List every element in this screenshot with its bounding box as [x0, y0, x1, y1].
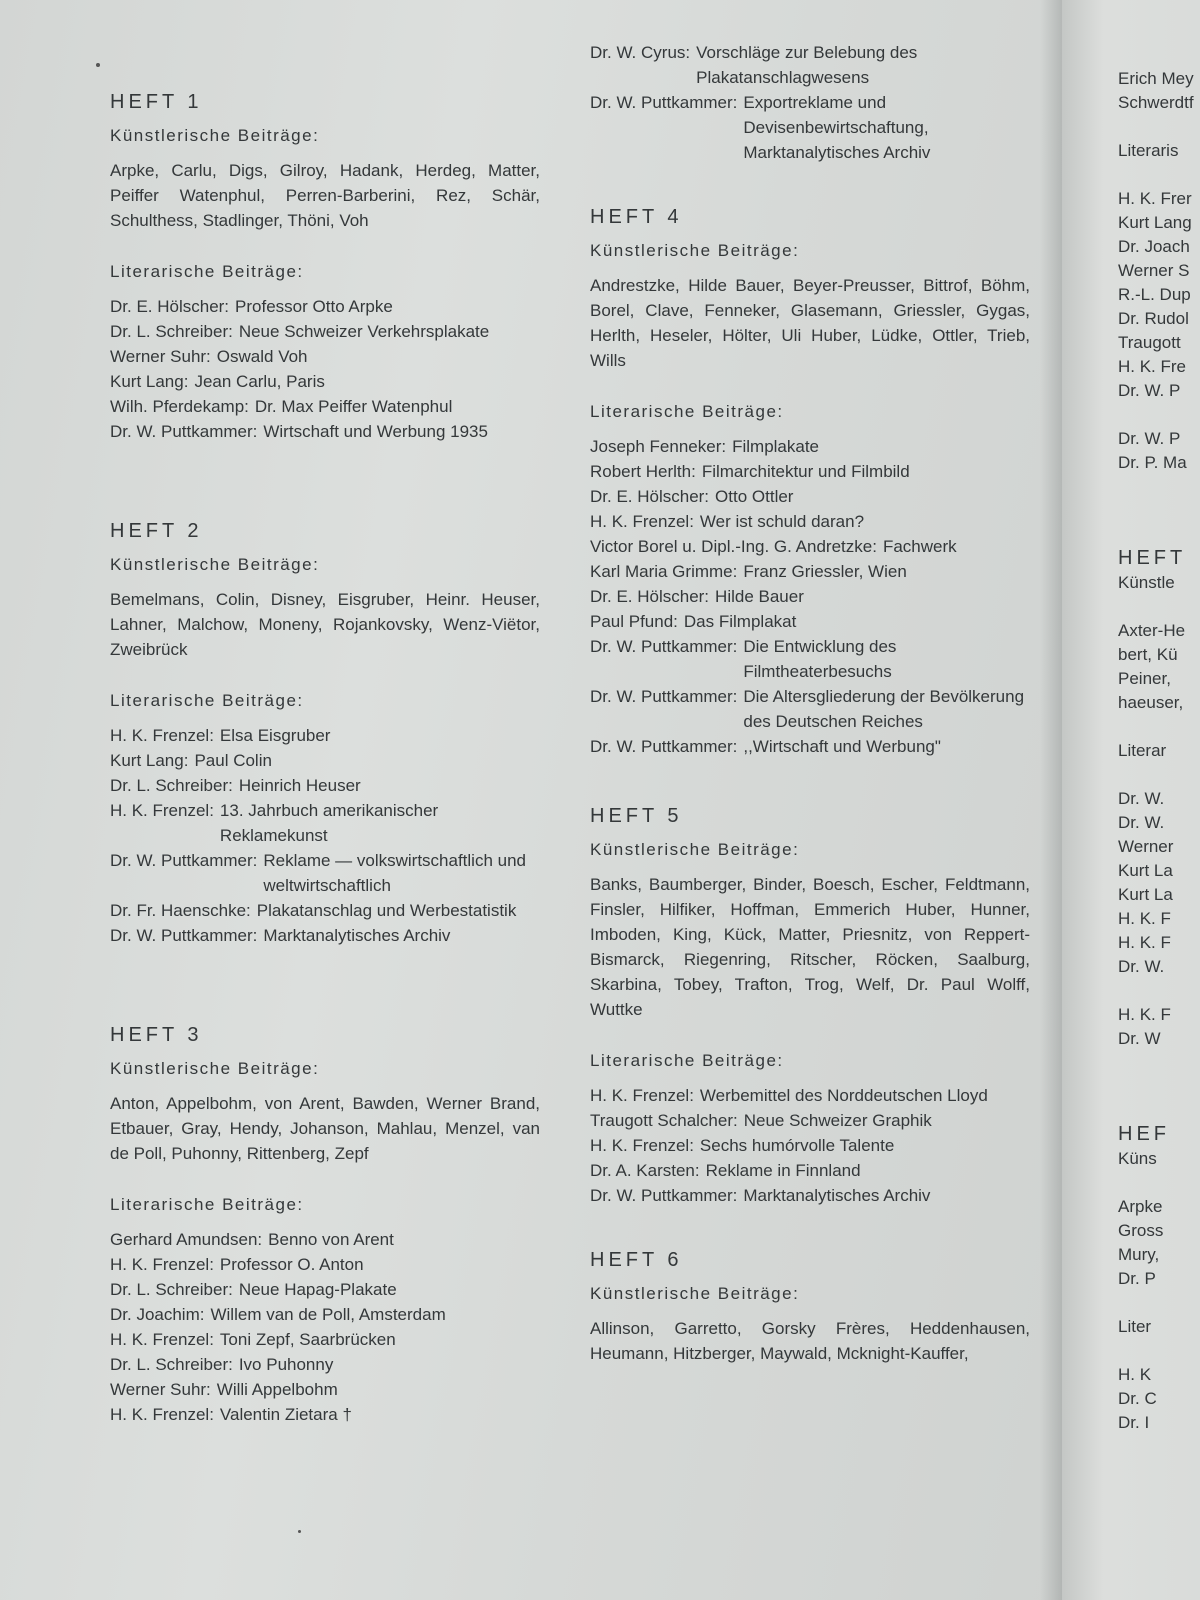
- cut-off-line: [1118, 402, 1200, 426]
- author: Dr. W. Puttkammer:: [590, 1186, 738, 1205]
- author: H. K. Frenzel:: [110, 801, 214, 820]
- heft-3-continued: [590, 40, 1030, 165]
- cut-off-line: Kurt La: [1118, 885, 1173, 904]
- cut-off-line: [1118, 522, 1200, 546]
- cut-off-line: Werner: [1118, 837, 1174, 856]
- author: H. K. Frenzel:: [590, 1086, 694, 1105]
- cut-off-line: Dr. I: [1118, 1413, 1150, 1432]
- kuenstlerische-label: Künstlerische Beiträge:: [110, 555, 320, 574]
- speck: [298, 1530, 301, 1533]
- list-item: [110, 1252, 540, 1277]
- list-item: [110, 748, 540, 773]
- title: Fachwerk: [882, 537, 957, 556]
- speck: [96, 63, 100, 67]
- kuenstlerische-names: Arpke, Carlu, Digs, Gilroy, Hadank, Herdeg, Matter, Peiffer Watenphul, Perren-Barberini, Rez, Schär, Schulthess, Stadlinger, Thöni, Voh: [110, 161, 540, 230]
- list-item: [590, 459, 1030, 484]
- cut-off-line: Dr. W.: [1118, 789, 1165, 808]
- author: H. K. Frenzel:: [590, 512, 694, 531]
- cut-off-line: Mury,: [1118, 1245, 1160, 1264]
- literarische-list: [110, 294, 540, 444]
- literarische-label: Literarische Beiträge:: [590, 402, 784, 421]
- author: Dr. A. Karsten:: [590, 1161, 700, 1180]
- kuenstlerische-label: Künstlerische Beiträge:: [590, 840, 800, 859]
- author: Dr. E. Hölscher:: [110, 297, 230, 316]
- kuenstlerische-names: Andrestzke, Hilde Bauer, Beyer-Preusser, Bittrof, Böhm, Borel, Clave, Fenneker, Glasemann, Griessler, Gygas, Herlth, Heseler, Hölter, Uli Huber, Lüdke, Ottler, Trieb, Wills: [590, 276, 1030, 370]
- author: H. K. Frenzel:: [590, 1136, 694, 1155]
- list-item: [110, 1302, 540, 1327]
- cut-off-line: Küns: [1118, 1149, 1157, 1168]
- heft-3-section: [110, 1023, 540, 1427]
- list-item: [590, 534, 1030, 559]
- title: Reklame — volkswirtschaftlich und weltwirtschaftlich: [263, 851, 527, 895]
- list-item: [590, 634, 1030, 684]
- title: Willem van de Poll, Amsterdam: [210, 1305, 446, 1324]
- cut-off-line: Künstle: [1118, 573, 1175, 592]
- title: Reklame in Finnland: [705, 1161, 861, 1180]
- list-item: [590, 584, 1030, 609]
- author: Dr. W. Puttkammer:: [110, 422, 258, 441]
- title: Vorschläge zur Belebung des Plakatanschlagwesens: [696, 43, 918, 87]
- title: ,,Wirtschaft und Werbung": [743, 737, 941, 756]
- cut-off-line: H. K. F: [1118, 909, 1171, 928]
- list-item: [590, 434, 1030, 459]
- title: Die Altersgliederung der Bevölkerung des Deutschen Reiches: [743, 687, 1025, 731]
- title: Otto Ottler: [715, 487, 794, 506]
- title: Toni Zepf, Saarbrücken: [219, 1330, 396, 1349]
- cut-off-line: Dr. P: [1118, 1269, 1156, 1288]
- title: Werbemittel des Norddeutschen Lloyd: [699, 1086, 988, 1105]
- title: Exportreklame und Devisenbewirtschaftung, Marktanalytisches Archiv: [743, 93, 931, 162]
- list-item: [110, 798, 540, 848]
- cut-off-line: Schwerdtf: [1118, 93, 1194, 112]
- literarische-label: Literarische Beiträge:: [110, 1195, 304, 1214]
- title: Das Filmplakat: [683, 612, 797, 631]
- author: Gerhard Amundsen:: [110, 1230, 263, 1249]
- kuenstlerische-names: Anton, Appelbohm, von Arent, Bawden, Werner Brand, Etbauer, Gray, Hendy, Johanson, Mahlau, Menzel, van de Poll, Puhonny, Rittenberg, Zepf: [110, 1094, 540, 1163]
- list-item: [110, 923, 540, 948]
- list-item: [110, 1327, 540, 1352]
- cut-off-line: Liter: [1118, 1317, 1152, 1336]
- literarische-list: [110, 723, 540, 948]
- author: Dr. Joachim:: [110, 1305, 205, 1324]
- kuenstlerische-names: Bemelmans, Colin, Disney, Eisgruber, Heinr. Heuser, Lahner, Malchow, Moneny, Rojankovsky, Wenz-Viëtor, Zweibrück: [110, 590, 540, 659]
- list-item: [590, 90, 1030, 165]
- heft-heading: HEFT 2: [110, 520, 203, 542]
- list-item: [110, 419, 540, 444]
- cut-off-line: [1118, 474, 1200, 498]
- title: Filmarchitektur und Filmbild: [701, 462, 910, 481]
- cut-off-line: Erich Mey: [1118, 69, 1194, 88]
- author: Werner Suhr:: [110, 347, 211, 366]
- title: Paul Colin: [194, 751, 272, 770]
- author: Dr. W. Puttkammer:: [110, 926, 258, 945]
- list-item: [110, 1277, 540, 1302]
- list-item: [110, 773, 540, 798]
- title: Filmplakate: [732, 437, 820, 456]
- heft-heading: HEFT 5: [590, 805, 683, 827]
- kuenstlerische-label: Künstlerische Beiträge:: [110, 1059, 320, 1078]
- title: Franz Griessler, Wien: [743, 562, 907, 581]
- title: Dr. Max Peiffer Watenphul: [254, 397, 453, 416]
- cut-off-line: Literaris: [1118, 141, 1179, 160]
- title: Heinrich Heuser: [238, 776, 361, 795]
- literarische-list: [110, 1227, 540, 1427]
- author: Traugott Schalcher:: [590, 1111, 738, 1130]
- title: Plakatanschlag und Werbestatistik: [256, 901, 517, 920]
- title: Hilde Bauer: [715, 587, 804, 606]
- list-item: [110, 898, 540, 923]
- cut-off-line: [1118, 1170, 1200, 1194]
- list-item: [110, 1377, 540, 1402]
- author: Dr. L. Schreiber:: [110, 1355, 233, 1374]
- cut-off-line: H. K. Frer: [1118, 189, 1192, 208]
- title: Marktanalytisches Archiv: [743, 1186, 931, 1205]
- cut-off-line: [1118, 978, 1200, 1002]
- cut-off-line: Dr. W.: [1118, 957, 1165, 976]
- list-item: [110, 1227, 540, 1252]
- cut-off-line: Gross: [1118, 1221, 1164, 1240]
- title: Sechs humórvolle Talente: [699, 1136, 895, 1155]
- author: Dr. L. Schreiber:: [110, 1280, 233, 1299]
- kuenstlerische-label: Künstlerische Beiträge:: [110, 126, 320, 145]
- list-item: [590, 559, 1030, 584]
- author: Dr. L. Schreiber:: [110, 776, 233, 795]
- cut-off-line: Traugott: [1118, 333, 1181, 352]
- title: Willi Appelbohm: [216, 1380, 338, 1399]
- list-item: [110, 294, 540, 319]
- author: Dr. L. Schreiber:: [110, 322, 233, 341]
- author: Dr. E. Hölscher:: [590, 587, 710, 606]
- cut-off-line: [1118, 594, 1200, 618]
- cut-off-line: haeuser,: [1118, 693, 1184, 712]
- title: Neue Hapag-Plakate: [238, 1280, 397, 1299]
- cut-off-line: Axter-He: [1118, 621, 1186, 640]
- heft-5-section: [590, 804, 1030, 1208]
- title: Professor O. Anton: [219, 1255, 364, 1274]
- list-item: [110, 1352, 540, 1377]
- cut-off-line: H. K: [1118, 1365, 1152, 1384]
- title: Die Entwicklung des Filmtheaterbesuchs: [743, 637, 897, 681]
- author: Karl Maria Grimme:: [590, 562, 738, 581]
- list-item: [590, 1083, 1030, 1108]
- author: H. K. Frenzel:: [110, 726, 214, 745]
- column-1: [110, 90, 540, 1497]
- heft-4-section: [590, 205, 1030, 759]
- author: Kurt Lang:: [110, 372, 189, 391]
- kuenstlerische-label: Künstlerische Beiträge:: [590, 1284, 800, 1303]
- cut-off-line: [1118, 114, 1200, 138]
- cut-off-line: H. K. F: [1118, 933, 1171, 952]
- cut-off-line: Literar: [1118, 741, 1167, 760]
- literarische-list: [590, 40, 1030, 165]
- cut-off-line: H. K. F: [1118, 1005, 1171, 1024]
- author: Joseph Fenneker:: [590, 437, 727, 456]
- author: Dr. W. Puttkammer:: [590, 93, 738, 112]
- cut-off-line: [1118, 162, 1200, 186]
- cut-off-line: [1118, 1338, 1200, 1362]
- cut-off-line: Dr. W. P: [1118, 429, 1181, 448]
- cut-off-line: Dr. P. Ma: [1118, 453, 1187, 472]
- cut-off-line: bert, Kü: [1118, 645, 1178, 664]
- title: Neue Schweizer Verkehrsplakate: [238, 322, 490, 341]
- cut-off-line: [1118, 1074, 1200, 1098]
- heft-heading: HEFT 6: [590, 1249, 683, 1271]
- title: Professor Otto Arpke: [235, 297, 393, 316]
- author: Dr. E. Hölscher:: [590, 487, 710, 506]
- cut-off-line: HEF: [1118, 1123, 1170, 1145]
- cut-off-line: [1118, 714, 1200, 738]
- list-item: [590, 1158, 1030, 1183]
- list-item: [590, 509, 1030, 534]
- author: Dr. Fr. Haenschke:: [110, 901, 251, 920]
- title: Oswald Voh: [216, 347, 308, 366]
- author: H. K. Frenzel:: [110, 1255, 214, 1274]
- list-item: [110, 1402, 540, 1427]
- cut-off-line: Kurt La: [1118, 861, 1173, 880]
- cut-off-line: Werner S: [1118, 261, 1190, 280]
- title: Jean Carlu, Paris: [194, 372, 325, 391]
- author: H. K. Frenzel:: [110, 1405, 214, 1424]
- list-item: [590, 684, 1030, 734]
- author: Dr. W. Cyrus:: [590, 43, 691, 62]
- list-item: [590, 40, 1030, 90]
- kuenstlerische-label: Künstlerische Beiträge:: [590, 241, 800, 260]
- author: H. K. Frenzel:: [110, 1330, 214, 1349]
- cut-off-line: Dr. W: [1118, 1029, 1161, 1048]
- title: Neue Schweizer Graphik: [743, 1111, 932, 1130]
- cut-off-line: H. K. Fre: [1118, 357, 1187, 376]
- heft-2-section: [110, 519, 540, 948]
- column-3-cut-off: [1118, 66, 1200, 1434]
- cut-off-line: Dr. W.: [1118, 813, 1165, 832]
- list-item: [110, 369, 540, 394]
- title: Elsa Eisgruber: [219, 726, 331, 745]
- cut-off-line: [1118, 1290, 1200, 1314]
- author: Wilh. Pferdekamp:: [110, 397, 249, 416]
- cut-off-line: Arpke: [1118, 1197, 1163, 1216]
- cut-off-line: [1118, 762, 1200, 786]
- literarische-list: [590, 434, 1030, 759]
- list-item: [590, 1108, 1030, 1133]
- author: Robert Herlth:: [590, 462, 696, 481]
- cut-off-line: HEFT: [1118, 547, 1187, 569]
- author: Dr. W. Puttkammer:: [590, 687, 738, 706]
- title: Marktanalytisches Archiv: [263, 926, 451, 945]
- column-2: [590, 40, 1030, 1436]
- next-page-edge: [1062, 0, 1200, 1600]
- heft-heading: HEFT 3: [110, 1024, 203, 1046]
- literarische-label: Literarische Beiträge:: [110, 262, 304, 281]
- author: Dr. W. Puttkammer:: [590, 737, 738, 756]
- cut-off-line: Peiner,: [1118, 669, 1171, 688]
- literarische-label: Literarische Beiträge:: [110, 691, 304, 710]
- title: Valentin Zietara †: [219, 1405, 352, 1424]
- literarische-label: Literarische Beiträge:: [590, 1051, 784, 1070]
- author: Werner Suhr:: [110, 1380, 211, 1399]
- cut-off-line: R.-L. Dup: [1118, 285, 1191, 304]
- list-item: [590, 609, 1030, 634]
- list-item: [590, 1183, 1030, 1208]
- cut-off-line: Dr. Joach: [1118, 237, 1190, 256]
- cut-off-line: [1118, 1098, 1200, 1122]
- cut-off-line: Dr. C: [1118, 1389, 1157, 1408]
- heft-heading: HEFT 1: [110, 91, 203, 113]
- title: Wer ist schuld daran?: [699, 512, 865, 531]
- author: Dr. W. Puttkammer:: [110, 851, 258, 870]
- cut-off-line: Dr. W. P: [1118, 381, 1181, 400]
- list-item: [590, 484, 1030, 509]
- cut-off-line: [1118, 1050, 1200, 1074]
- heft-heading: HEFT 4: [590, 206, 683, 228]
- list-item: [590, 1133, 1030, 1158]
- title: Wirtschaft und Werbung 1935: [263, 422, 488, 441]
- title: Benno von Arent: [268, 1230, 394, 1249]
- list-item: [110, 319, 540, 344]
- title: 13. Jahrbuch amerikanischer Reklamekunst: [219, 801, 439, 845]
- author: Paul Pfund:: [590, 612, 678, 631]
- heft-6-section: [590, 1248, 1030, 1366]
- list-item: [110, 848, 540, 898]
- cut-off-line: Kurt Lang: [1118, 213, 1192, 232]
- cut-off-line: Dr. Rudol: [1118, 309, 1189, 328]
- author: Victor Borel u. Dipl.-Ing. G. Andretzke:: [590, 537, 877, 556]
- kuenstlerische-names: Banks, Baumberger, Binder, Boesch, Escher, Feldtmann, Finsler, Hilfiker, Hoffman, Emmerich Huber, Hunner, Imboden, King, Kück, Matter, Priesnitz, von Reppert-Bismarck, Riegenring, Ritscher, Röcken, Saalburg, Skarbina, Tobey, Trafton, Trog, Welf, Dr. Paul Wolff, Wuttke: [590, 875, 1030, 1019]
- title: Ivo Puhonny: [238, 1355, 334, 1374]
- list-item: [110, 344, 540, 369]
- author: Kurt Lang:: [110, 751, 189, 770]
- list-item: [590, 734, 1030, 759]
- list-item: [110, 723, 540, 748]
- cut-off-line: [1118, 498, 1200, 522]
- heft-1-section: [110, 90, 540, 444]
- author: Dr. W. Puttkammer:: [590, 637, 738, 656]
- literarische-list: [590, 1083, 1030, 1208]
- list-item: [110, 394, 540, 419]
- kuenstlerische-names: Allinson, Garretto, Gorsky Frères, Heddenhausen, Heumann, Hitzberger, Maywald, Mcknight-Kauffer,: [590, 1319, 1030, 1363]
